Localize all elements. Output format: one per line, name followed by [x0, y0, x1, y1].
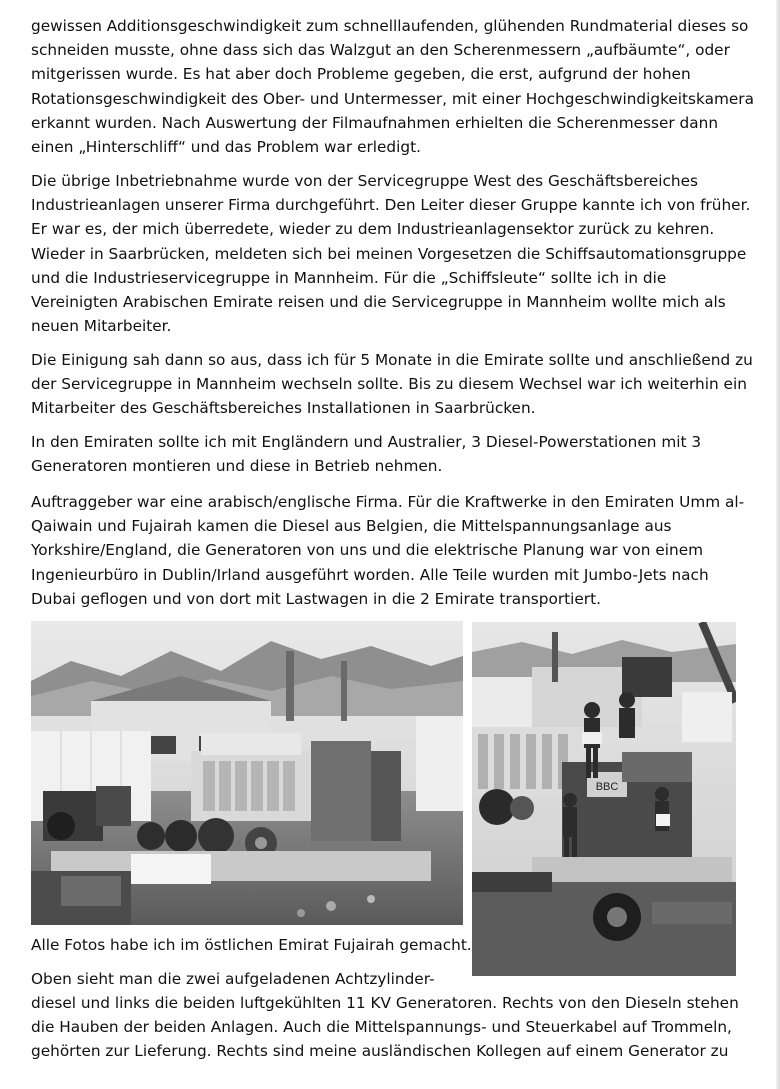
paragraph-1 [31, 14, 754, 159]
photo-power-station [31, 621, 463, 925]
text-line: einen „Hinterschliff“ und das Problem war erledigt. [31, 138, 421, 157]
text-line: mitgerissen wurde. Es hat aber doch Probleme gegeben, die erst, aufgrund der hohen [31, 65, 691, 84]
text-line: Qaiwain und Fujairah kamen die Diesel aus Belgien, die Mittelspannungsanlage aus [31, 517, 672, 536]
text-line: der Servicegruppe in Mannheim wechseln sollte. Bis zu diesem Wechsel war ich weiterhin ein [31, 375, 747, 394]
paragraph-2 [31, 169, 751, 338]
text-line: Mitarbeiter des Geschäftsbereiches Installationen in Saarbrücken. [31, 399, 536, 418]
text-line: erkannt wurden. Nach Auswertung der Filmaufnahmen erhielten die Scherenmesser dann [31, 113, 719, 132]
text-line: Yorkshire/England, die Generatoren von uns und die elektrische Planung war von einem [31, 541, 704, 560]
generator-sign: BBC [595, 781, 619, 793]
text-line: Generatoren montieren und diese in Betrieb nehmen. [31, 457, 443, 476]
text-line: Wieder in Saarbrücken, meldeten sich bei meinen Vorgesetzen die Schiffsautomationsgruppe [31, 244, 747, 263]
text-line: gewissen Additionsgeschwindigkeit zum schnelllaufenden, glühenden Rundmaterial dieses so [31, 17, 749, 35]
text-line: neuen Mitarbeiter. [31, 317, 172, 336]
photo-generator-truck [472, 622, 736, 976]
photo-caption: Alle Fotos habe ich im östlichen Emirat Fujairah gemacht. [31, 936, 472, 954]
paragraph-tail [31, 991, 747, 1064]
text-line: Oben sieht man die zwei aufgeladenen Achtzylinder- [31, 970, 435, 988]
paragraph-3 [31, 348, 753, 421]
text-line: Rotationsgeschwindigkeit des Ober- und Untermesser, mit einer Hochgeschwindigkeitskamera [31, 89, 754, 108]
paragraph-5 [31, 490, 747, 611]
text-line: gehörten zur Lieferung. Rechts sind meine ausländischen Kollegen auf einem Generator zu [31, 1042, 729, 1061]
text-line: Die übrige Inbetriebnahme wurde von der Servicegruppe West des Geschäftsbereiches [31, 172, 698, 190]
text-line: Dubai geflogen und von dort mit Lastwagen in die 2 Emirate transportiert. [31, 589, 601, 608]
text-line: schneiden musste, ohne dass sich das Walzgut an den Scherenmessern „aufbäumte“, oder [31, 41, 730, 60]
text-line: Die Einigung sah dann so aus, dass ich für 5 Monate in die Emirate sollte und anschließend zu [31, 351, 753, 369]
text-line: In den Emiraten sollte ich mit Engländern und Australier, 3 Diesel-Powerstationen mit 3 [31, 433, 702, 451]
text-line: Industrieanlagen unserer Firma durchgeführt. Den Leiter dieser Gruppe kannte ich von früher. [31, 196, 751, 215]
text-line: die Hauben der beiden Anlagen. Auch die Mittelspannungs- und Steuerkabel auf Trommeln, [31, 1018, 732, 1037]
text-line: diesel und links die beiden luftgekühlten 11 KV Generatoren. Rechts von den Dieseln stehen [31, 994, 739, 1012]
page-edge [776, 0, 780, 1089]
text-line: Ingenieurbüro in Dublin/Irland ausgeführt worden. Alle Teile wurden mit Jumbo-Jets nach [31, 565, 709, 584]
text-line: Auftraggeber war eine arabisch/englische Firma. Für die Kraftwerke in den Emiraten Umm al- [31, 493, 745, 511]
text-line: Er war es, der mich überredete, wieder zu dem Industrieanlagensektor zurück zu kehren. [31, 220, 715, 239]
text-line: und die Industrieservicegruppe in Mannheim. Für die „Schiffsleute“ sollte ich in die [31, 268, 667, 287]
text-line: Vereinigten Arabischen Emirate reisen und die Servicegruppe in Mannheim wollte mich als [31, 293, 726, 312]
paragraph-4 [31, 430, 747, 478]
